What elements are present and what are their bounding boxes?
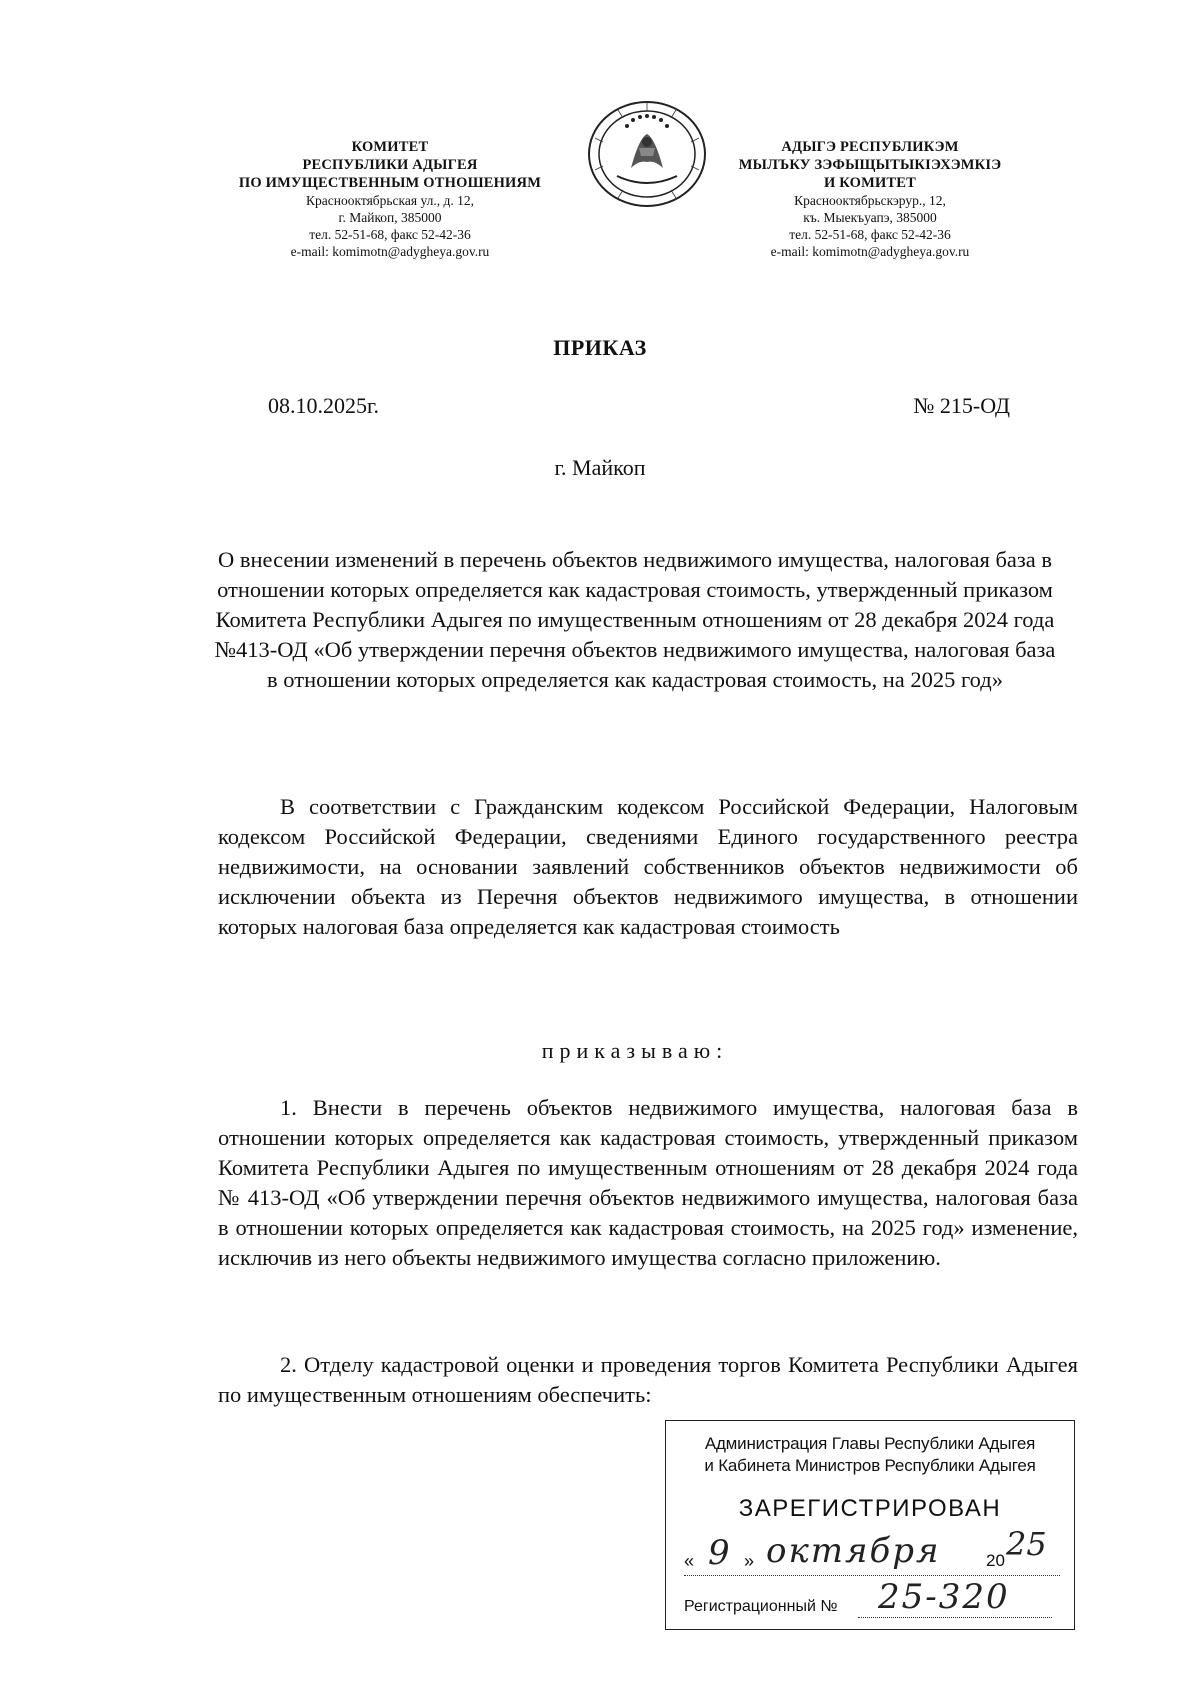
handwritten-month: октября bbox=[766, 1531, 941, 1571]
org-address: Краснооктябрьскэрур., 12, bbox=[794, 193, 946, 208]
year-prefix: 20 bbox=[986, 1551, 1005, 1570]
letterhead-right bbox=[690, 138, 1050, 260]
org-name-line: ПО ИМУЩЕСТВЕННЫМ ОТНОШЕНИЯМ bbox=[238, 175, 542, 191]
document-subject: О внесении изменений в перечень объектов недвижимого имущества, налоговая база в отношении которых определяется как кадастровая стоимость, утвержденный приказом Комитета Республики Адыгея по имущественным отношениям от 28 декабря 2024 года №413-ОД «Об утверждении перечня объектов недвижимого имущества, налоговая база в отношении которых определяется как кадастровая стоимость, на 2025 год» bbox=[214, 547, 1056, 692]
handwritten-year: 25 bbox=[1006, 1525, 1047, 1563]
org-address: Краснооктябрьская ул., д. 12, bbox=[306, 193, 474, 208]
org-city: г. Майкоп, 385000 bbox=[338, 210, 442, 225]
org-name-line: РЕСПУБЛИКИ АДЫГЕЯ bbox=[302, 157, 478, 173]
document-title: ПРИКАЗ bbox=[553, 335, 647, 360]
order-word: приказываю: bbox=[541, 1038, 729, 1063]
stamp-authority-line-1: Администрация Главы Республики Адыгея bbox=[704, 1434, 1036, 1453]
stamp-status: ЗАРЕГИСТРИРОВАН bbox=[738, 1495, 1002, 1522]
close-quote: » bbox=[744, 1551, 755, 1571]
org-email: e-mail: komimotn@adygheya.gov.ru bbox=[770, 244, 970, 259]
open-quote: « bbox=[684, 1551, 695, 1571]
org-name-line: АДЫГЭ РЕСПУБЛИКЭМ bbox=[781, 139, 959, 155]
stamp-number-row bbox=[678, 1577, 1060, 1619]
stamp-authority-line-2: и Кабинета Министров Республики Адыгея bbox=[704, 1456, 1036, 1475]
org-city: къ. Мыекъуапэ, 385000 bbox=[803, 210, 937, 225]
document-date: 08.10.2025г. bbox=[268, 393, 380, 418]
letterhead-left bbox=[200, 138, 580, 260]
document-city: г. Майкоп bbox=[554, 455, 646, 480]
org-name-line: И КОМИТЕТ bbox=[823, 175, 917, 191]
org-name-line: МЫЛЪКУ ЗЭФЫЩЫТЫКIЭХЭМКIЭ bbox=[738, 157, 1002, 173]
stamp-date-row bbox=[684, 1525, 1060, 1576]
registration-line bbox=[858, 1617, 1052, 1618]
registration-stamp bbox=[665, 1420, 1075, 1630]
handwritten-registration-number: 25-320 bbox=[878, 1577, 1010, 1617]
order-item-2: 2. Отделу кадастровой оценки и проведения торгов Комитета Республики Адыгея по имущественным отношениям обеспечить: bbox=[218, 1352, 1078, 1407]
document-number: № 215-ОД bbox=[913, 393, 1010, 418]
org-phone: тел. 52-51-68, факс 52-42-36 bbox=[309, 227, 471, 242]
org-phone: тел. 52-51-68, факс 52-42-36 bbox=[789, 227, 951, 242]
org-name-line: КОМИТЕТ bbox=[351, 139, 429, 155]
preamble-paragraph: В соответствии с Гражданским кодексом Российской Федерации, Налоговым кодексом Российской Федерации, сведениями Единого государственного реестра недвижимости, на основании заявлений собственников объектов недвижимости об исключении объекта из Перечня объектов недвижимого имущества, в отношении которых налоговая база определяется как кадастровая стоимость bbox=[218, 794, 1078, 939]
order-item-1: 1. Внести в перечень объектов недвижимого имущества, налоговая база в отношении которых определяется как кадастровая стоимость, утвержденный приказом Комитета Республики Адыгея по имущественным отношениям от 28 декабря 2024 года № 413-ОД «Об утверждении перечня объектов недвижимого имущества, налоговая база в отношении которых определяется как кадастровая стоимость, на 2025 год» изменение, исключив из него объекты недвижимого имущества согласно приложению. bbox=[218, 1095, 1078, 1270]
org-email: e-mail: komimotn@adygheya.gov.ru bbox=[290, 244, 490, 259]
registration-label: Регистрационный № bbox=[684, 1598, 838, 1615]
handwritten-day: 9 bbox=[708, 1533, 730, 1573]
